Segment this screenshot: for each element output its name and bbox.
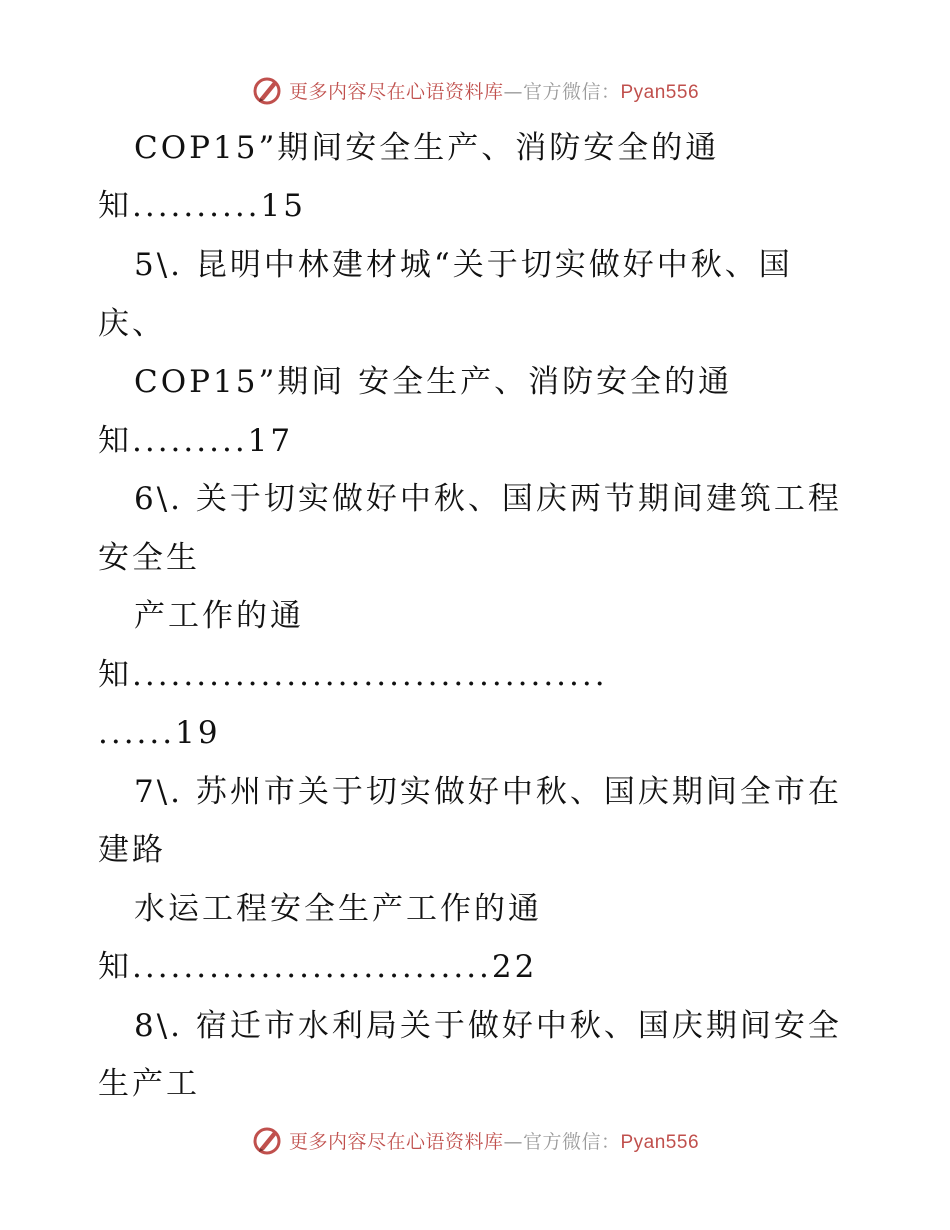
toc-line: 知..........15 [98,188,306,224]
toc-line: 生产工 [98,1066,200,1102]
watermark-wechat-label: 官方微信： [522,80,621,103]
toc-line: 7\. 苏州市关于切实做好中秋、国庆期间全市在 [134,774,842,810]
watermark-group [251,74,699,106]
watermark-wechat-label: 官方微信： [522,1130,621,1153]
pen-logo-icon [251,74,283,106]
toc-line: 庆、 [98,306,166,342]
watermark-dash: — [503,80,523,103]
footer-watermark [0,1120,950,1160]
pen-logo-icon [251,1124,283,1156]
toc-line: 5\. 昆明中林建材城“关于切实做好中秋、国 [134,247,793,283]
toc-line: 知............................22 [98,949,538,985]
toc-line: COP15”期间安全生产、消防安全的通 [134,130,720,166]
watermark-main-text: 更多内容尽在心语资料库 [288,1130,504,1153]
toc-line: 知..................................... [98,657,608,693]
watermark-group [251,1124,699,1156]
watermark-main-text: 更多内容尽在心语资料库 [288,80,504,103]
toc-line: 8\. 宿迁市水利局关于做好中秋、国庆期间安全 [134,1008,842,1044]
toc-line: 建路 [98,832,166,868]
watermark-wechat-id: Pyan556 [620,1131,700,1153]
toc-line: COP15”期间 安全生产、消防安全的通 [134,364,733,400]
toc-line: 6\. 关于切实做好中秋、国庆两节期间建筑工程 [134,481,842,517]
toc-line: 安全生 [98,540,200,576]
watermark-wechat-id: Pyan556 [620,81,700,103]
toc-line: ......19 [98,715,221,751]
watermark-text [289,1127,699,1154]
watermark-dash: — [503,1130,523,1153]
toc-line: 知.........17 [98,423,294,459]
watermark-text [289,77,699,104]
toc-line: 水运工程安全生产工作的通 [134,891,542,927]
toc-line: 产工作的通 [134,598,304,634]
header-watermark [0,70,950,110]
